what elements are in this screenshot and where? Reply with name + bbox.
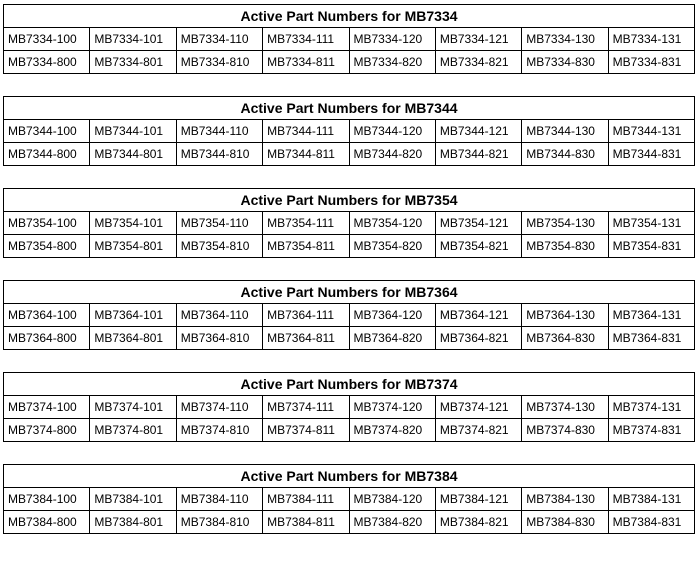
part-number-cell: MB7374-111 [263, 396, 349, 419]
part-number-cell: MB7384-811 [263, 511, 349, 534]
part-number-cell: MB7384-810 [176, 511, 262, 534]
part-number-cell: MB7374-810 [176, 419, 262, 442]
table-row [4, 28, 695, 51]
part-number-cell: MB7374-100 [4, 396, 90, 419]
part-number-table [3, 280, 695, 350]
part-number-cell: MB7344-101 [90, 120, 176, 143]
table-row [4, 51, 695, 74]
part-number-tables [3, 4, 695, 556]
part-number-cell: MB7334-111 [263, 28, 349, 51]
part-number-cell: MB7344-131 [608, 120, 694, 143]
part-number-table [3, 372, 695, 442]
part-number-cell: MB7374-110 [176, 396, 262, 419]
part-number-cell: MB7344-111 [263, 120, 349, 143]
part-number-cell: MB7364-131 [608, 304, 694, 327]
table-title: Active Part Numbers for MB7344 [4, 97, 695, 120]
part-number-cell: MB7334-821 [435, 51, 521, 74]
part-number-cell: MB7364-101 [90, 304, 176, 327]
part-number-cell: MB7344-831 [608, 143, 694, 166]
part-number-cell: MB7334-820 [349, 51, 435, 74]
part-number-cell: MB7354-100 [4, 212, 90, 235]
part-number-cell: MB7384-111 [263, 488, 349, 511]
part-number-cell: MB7374-120 [349, 396, 435, 419]
part-number-cell: MB7384-101 [90, 488, 176, 511]
table-title: Active Part Numbers for MB7354 [4, 189, 695, 212]
table-title: Active Part Numbers for MB7334 [4, 5, 695, 28]
part-number-cell: MB7364-130 [522, 304, 608, 327]
part-number-cell: MB7374-130 [522, 396, 608, 419]
part-number-cell: MB7384-831 [608, 511, 694, 534]
part-number-cell: MB7334-810 [176, 51, 262, 74]
part-number-cell: MB7334-100 [4, 28, 90, 51]
part-number-cell: MB7374-121 [435, 396, 521, 419]
part-number-cell: MB7384-131 [608, 488, 694, 511]
part-number-cell: MB7344-830 [522, 143, 608, 166]
part-number-cell: MB7354-801 [90, 235, 176, 258]
part-number-cell: MB7364-121 [435, 304, 521, 327]
table-row [4, 396, 695, 419]
part-number-cell: MB7384-130 [522, 488, 608, 511]
part-number-cell: MB7354-820 [349, 235, 435, 258]
part-number-cell: MB7334-131 [608, 28, 694, 51]
part-number-cell: MB7374-830 [522, 419, 608, 442]
part-number-cell: MB7384-821 [435, 511, 521, 534]
part-number-cell: MB7344-100 [4, 120, 90, 143]
part-number-cell: MB7354-130 [522, 212, 608, 235]
table-title: Active Part Numbers for MB7384 [4, 465, 695, 488]
part-number-cell: MB7354-830 [522, 235, 608, 258]
part-number-cell: MB7334-120 [349, 28, 435, 51]
table-row [4, 511, 695, 534]
part-number-cell: MB7354-120 [349, 212, 435, 235]
part-number-table [3, 96, 695, 166]
part-number-cell: MB7384-110 [176, 488, 262, 511]
table-title: Active Part Numbers for MB7374 [4, 373, 695, 396]
part-number-cell: MB7374-831 [608, 419, 694, 442]
part-number-cell: MB7364-811 [263, 327, 349, 350]
part-number-cell: MB7334-830 [522, 51, 608, 74]
part-number-cell: MB7364-821 [435, 327, 521, 350]
part-number-cell: MB7334-101 [90, 28, 176, 51]
part-number-cell: MB7374-101 [90, 396, 176, 419]
part-number-table [3, 464, 695, 534]
part-number-cell: MB7354-821 [435, 235, 521, 258]
part-number-cell: MB7334-121 [435, 28, 521, 51]
part-number-cell: MB7354-811 [263, 235, 349, 258]
part-number-cell: MB7334-831 [608, 51, 694, 74]
part-number-cell: MB7344-801 [90, 143, 176, 166]
part-number-cell: MB7334-811 [263, 51, 349, 74]
part-number-table [3, 188, 695, 258]
part-number-cell: MB7344-800 [4, 143, 90, 166]
part-number-cell: MB7344-110 [176, 120, 262, 143]
part-number-cell: MB7344-821 [435, 143, 521, 166]
table-row [4, 327, 695, 350]
part-number-cell: MB7384-820 [349, 511, 435, 534]
part-number-cell: MB7354-810 [176, 235, 262, 258]
part-number-cell: MB7334-801 [90, 51, 176, 74]
part-number-cell: MB7364-810 [176, 327, 262, 350]
part-number-cell: MB7334-800 [4, 51, 90, 74]
part-number-cell: MB7374-801 [90, 419, 176, 442]
part-number-cell: MB7364-100 [4, 304, 90, 327]
part-number-cell: MB7374-820 [349, 419, 435, 442]
part-number-cell: MB7384-830 [522, 511, 608, 534]
part-number-cell: MB7364-801 [90, 327, 176, 350]
part-number-table [3, 4, 695, 74]
part-number-cell: MB7364-830 [522, 327, 608, 350]
part-number-cell: MB7344-121 [435, 120, 521, 143]
part-number-cell: MB7354-111 [263, 212, 349, 235]
table-title: Active Part Numbers for MB7364 [4, 281, 695, 304]
part-number-cell: MB7374-821 [435, 419, 521, 442]
table-row [4, 235, 695, 258]
part-number-cell: MB7374-131 [608, 396, 694, 419]
table-row [4, 488, 695, 511]
part-number-cell: MB7364-820 [349, 327, 435, 350]
part-number-cell: MB7354-121 [435, 212, 521, 235]
part-number-cell: MB7354-831 [608, 235, 694, 258]
part-number-cell: MB7344-810 [176, 143, 262, 166]
part-number-cell: MB7364-110 [176, 304, 262, 327]
part-number-cell: MB7384-801 [90, 511, 176, 534]
part-number-cell: MB7374-800 [4, 419, 90, 442]
part-number-cell: MB7344-120 [349, 120, 435, 143]
part-number-cell: MB7374-811 [263, 419, 349, 442]
table-row [4, 304, 695, 327]
part-number-cell: MB7384-100 [4, 488, 90, 511]
part-number-cell: MB7364-111 [263, 304, 349, 327]
part-number-cell: MB7354-800 [4, 235, 90, 258]
table-row [4, 143, 695, 166]
table-row [4, 419, 695, 442]
part-number-cell: MB7384-121 [435, 488, 521, 511]
part-number-cell: MB7364-800 [4, 327, 90, 350]
part-number-cell: MB7334-130 [522, 28, 608, 51]
table-row [4, 120, 695, 143]
table-row [4, 212, 695, 235]
part-number-cell: MB7344-820 [349, 143, 435, 166]
part-number-cell: MB7344-811 [263, 143, 349, 166]
part-number-cell: MB7384-120 [349, 488, 435, 511]
part-number-cell: MB7354-101 [90, 212, 176, 235]
part-number-cell: MB7384-800 [4, 511, 90, 534]
part-number-cell: MB7354-131 [608, 212, 694, 235]
part-number-cell: MB7354-110 [176, 212, 262, 235]
part-number-cell: MB7334-110 [176, 28, 262, 51]
part-number-cell: MB7364-120 [349, 304, 435, 327]
part-number-cell: MB7344-130 [522, 120, 608, 143]
part-number-cell: MB7364-831 [608, 327, 694, 350]
